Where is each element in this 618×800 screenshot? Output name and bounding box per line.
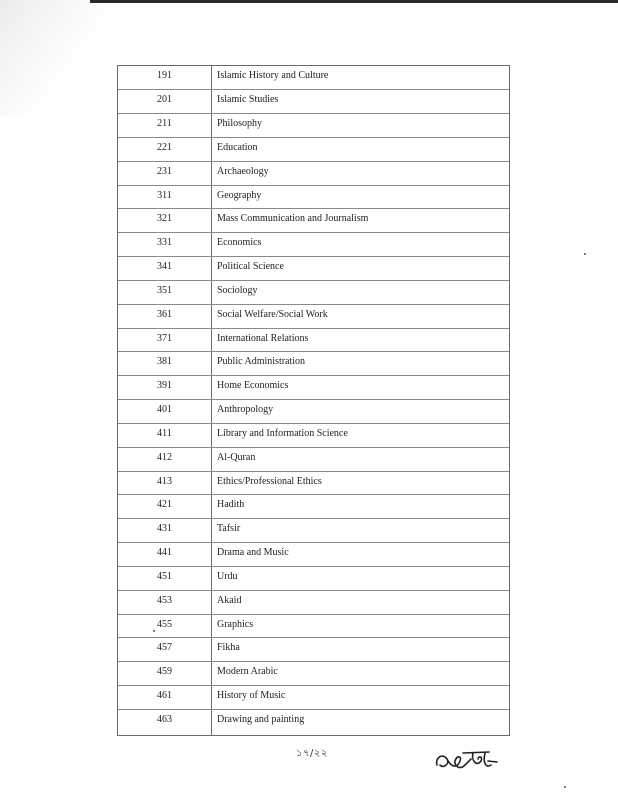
course-name: Archaeology [211,161,509,185]
course-name: Islamic Studies [211,90,509,114]
course-name: Philosophy [211,114,509,138]
scan-artifact [0,0,128,120]
course-code: 413 [118,471,211,495]
course-name: Urdu [211,566,509,590]
table-row [118,447,509,471]
table-row [118,590,509,614]
course-table [118,66,509,733]
course-code: 451 [118,566,211,590]
table-row [118,328,509,352]
course-code: 341 [118,257,211,281]
course-code: 441 [118,543,211,567]
course-name: Akaid [211,590,509,614]
course-code: 221 [118,137,211,161]
course-code: 351 [118,280,211,304]
table-row [118,185,509,209]
course-table-body [118,66,509,733]
course-name: History of Music [211,686,509,710]
course-name: Library and Information Science [211,423,509,447]
course-name: Geography [211,185,509,209]
table-row [118,304,509,328]
table-row [118,376,509,400]
course-code: 457 [118,638,211,662]
table-row [118,114,509,138]
table-row [118,566,509,590]
table-row [118,209,509,233]
course-name: Islamic History and Culture [211,66,509,90]
table-row [118,400,509,424]
table-row [118,90,509,114]
course-name: Sociology [211,280,509,304]
course-name: Tafsir [211,519,509,543]
course-code: 455 [118,614,211,638]
course-name: Modern Arabic [211,662,509,686]
course-name: Anthropology [211,400,509,424]
course-name: Drama and Music [211,543,509,567]
course-code: 371 [118,328,211,352]
course-name: Al-Quran [211,447,509,471]
scan-speck [564,786,566,788]
course-code: 461 [118,686,211,710]
course-code: 321 [118,209,211,233]
course-name: Mass Communication and Journalism [211,209,509,233]
table-row [118,471,509,495]
course-name: Graphics [211,614,509,638]
course-code: 191 [118,66,211,90]
course-code: 201 [118,90,211,114]
course-name: Political Science [211,257,509,281]
course-name: Public Administration [211,352,509,376]
course-code: 453 [118,590,211,614]
table-row [118,280,509,304]
table-row [118,662,509,686]
signature-icon [433,747,503,777]
table-row [118,519,509,543]
table-row [118,137,509,161]
course-name: Social Welfare/Social Work [211,304,509,328]
table-row [118,638,509,662]
table-row [118,495,509,519]
course-code: 463 [157,713,172,725]
page-number: ১৭/২২ [296,748,328,759]
table-row [118,423,509,447]
table-row [118,686,509,710]
course-code: 311 [118,185,211,209]
scan-speck [584,253,586,255]
table-row [118,543,509,567]
table-row [118,257,509,281]
table-row [118,66,509,90]
course-name: Drawing and painting [217,713,305,725]
course-name: Home Economics [211,376,509,400]
table-row [118,161,509,185]
course-name: International Relations [211,328,509,352]
course-code: 421 [118,495,211,519]
course-code: 231 [118,161,211,185]
course-code: 391 [118,376,211,400]
course-code: 211 [118,114,211,138]
table-row [118,614,509,638]
course-code: 381 [118,352,211,376]
table-row [118,709,509,733]
course-name: Ethics/Professional Ethics [211,471,509,495]
scan-edge [90,0,618,3]
table-row [118,233,509,257]
course-code: 431 [118,519,211,543]
course-code: 361 [118,304,211,328]
course-code: 412 [118,447,211,471]
course-code: 411 [118,423,211,447]
course-table-container [117,65,510,736]
course-code: 401 [118,400,211,424]
course-name: Education [211,137,509,161]
course-name: Fikha [211,638,509,662]
scan-speck [153,630,155,632]
course-code: 331 [118,233,211,257]
course-name: Economics [211,233,509,257]
course-code: 459 [118,662,211,686]
table-row [118,352,509,376]
course-name: Hadith [211,495,509,519]
